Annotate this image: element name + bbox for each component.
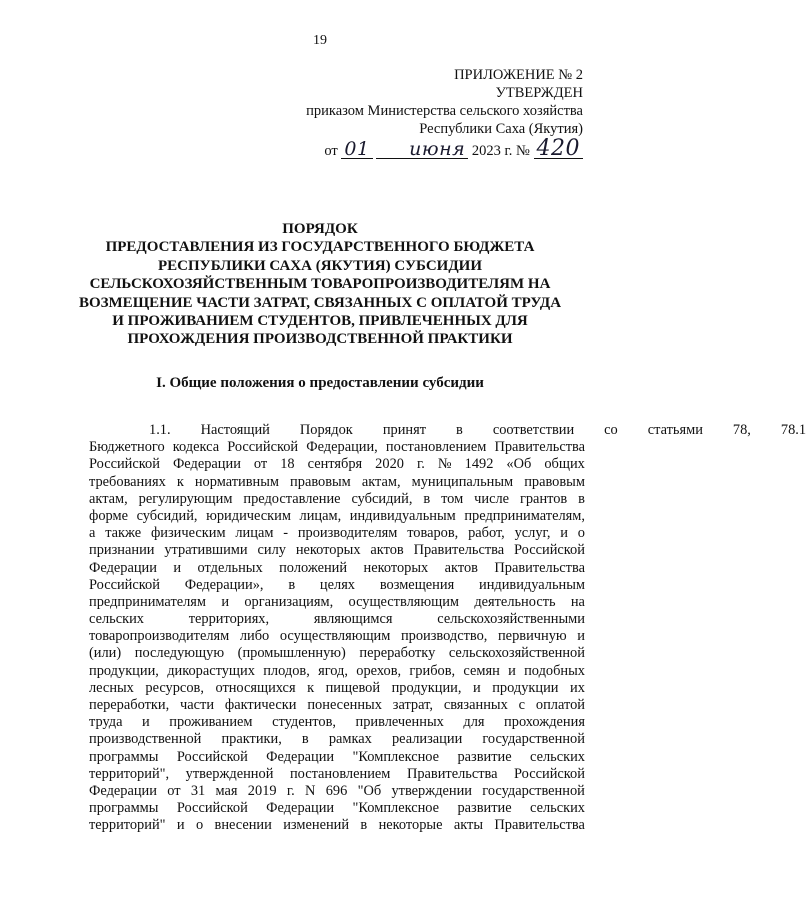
body-line: труда и проживанием студентов, привлеченных для прохождения — [89, 714, 585, 731]
body-line: (или) последующую (промышленную) переработку сельскохозяйственной — [89, 645, 585, 662]
title-line: РЕСПУБЛИКИ САХА (ЯКУТИЯ) СУБСИДИИ — [158, 257, 482, 274]
title-line: ВОЗМЕЩЕНИЕ ЧАСТИ ЗАТРАТ, СВЯЗАННЫХ С ОПЛАТОЙ ТРУДА — [78, 294, 562, 311]
title-line: ПРОХОЖДЕНИЯ ПРОИЗВОДСТВЕННОЙ ПРАКТИКИ — [127, 331, 513, 348]
document-title — [60, 220, 580, 349]
body-line: территорий", утвержденной постановлением Правительства Российской — [89, 765, 585, 782]
body-line: производственной практики, в рамках реализации государственной — [89, 731, 585, 748]
body-line: Бюджетного кодекса Российской Федерации, постановлением Правительства — [89, 439, 585, 456]
body-line: продукции, дикорастущих плодов, ягод, орехов, грибов, семян и подобных — [89, 662, 585, 679]
body-line: 1.1. Настоящий Порядок принят в соответствии со статьями 78, 78.1 — [149, 422, 806, 438]
order-date-line — [306, 136, 583, 161]
body-line: сельских территориях, являющимся сельскохозяйственными — [89, 611, 585, 628]
order-line-ministry: приказом Министерства сельского хозяйства — [306, 103, 583, 119]
body-line: актам, регулирующим предоставление субсидий, в том числе грантов в — [89, 490, 585, 507]
body-line: переработки, части фактически понесенных затрат, связанных с оплатой — [89, 697, 585, 713]
body-line: программы Российской Федерации "Комплексное развитие сельских — [89, 748, 585, 765]
body-line: форме субсидий, юридическим лицам, индивидуальным предпринимателям, — [89, 507, 585, 524]
body-line: Федерации от 31 мая 2019 г. N 696 "Об утверждении государственной — [89, 782, 585, 799]
body-line: признании утратившими силу некоторых актов Правительства Российской — [89, 542, 585, 559]
appendix-label: ПРИЛОЖЕНИЕ № 2 — [454, 67, 583, 83]
title-line: ПРЕДОСТАВЛЕНИЯ ИЗ ГОСУДАРСТВЕННОГО БЮДЖЕТА — [105, 239, 535, 256]
approval-block — [306, 66, 583, 160]
date-prefix: от — [324, 143, 338, 159]
body-paragraph — [89, 422, 806, 835]
body-line: предпринимателям и организациям, осуществляющим деятельность на — [89, 593, 585, 610]
body-line: Российской Федерации», в целях возмещения индивидуальным — [89, 576, 585, 593]
handwritten-order-number: 420 — [534, 140, 584, 159]
approved-label: УТВЕРЖДЕН — [495, 85, 583, 101]
order-line-republic: Республики Саха (Якутия) — [419, 121, 583, 137]
section-heading: I. Общие положения о предоставлении субсидии — [156, 375, 484, 391]
title-line: СЕЛЬСКОХОЗЯЙСТВЕННЫМ ТОВАРОПРОИЗВОДИТЕЛЯМ НА — [89, 276, 551, 293]
body-line: Российской Федерации от 18 сентября 2020 г. № 1492 «Об общих — [89, 456, 585, 473]
body-line: Федерации и отдельных положений некоторых актов Правительства — [89, 559, 585, 576]
handwritten-month: июня — [376, 140, 468, 159]
date-year: 2023 г. № — [471, 143, 530, 159]
body-line: товаропроизводителям либо осуществляющим производство, первичную и — [89, 628, 585, 645]
body-line: лесных ресурсов, относящихся к пищевой продукции, и продукции их — [89, 679, 585, 696]
handwritten-day: 01 — [341, 140, 372, 159]
title-line: ПОРЯДОК — [282, 221, 358, 237]
body-line: а также физическим лицам - производителям товаров, работ, услуг, и о — [89, 525, 585, 542]
body-line: программы Российской Федерации "Комплексное развитие сельских — [89, 800, 585, 817]
page-number: 19 — [313, 33, 327, 48]
title-line: И ПРОЖИВАНИЕМ СТУДЕНТОВ, ПРИВЛЕЧЕННЫХ ДЛЯ — [112, 313, 528, 330]
body-line: территорий" и о внесении изменений в некоторые акты Правительства — [89, 817, 585, 834]
body-line: требованиях к нормативным правовым актам, муниципальным правовым — [89, 473, 585, 490]
